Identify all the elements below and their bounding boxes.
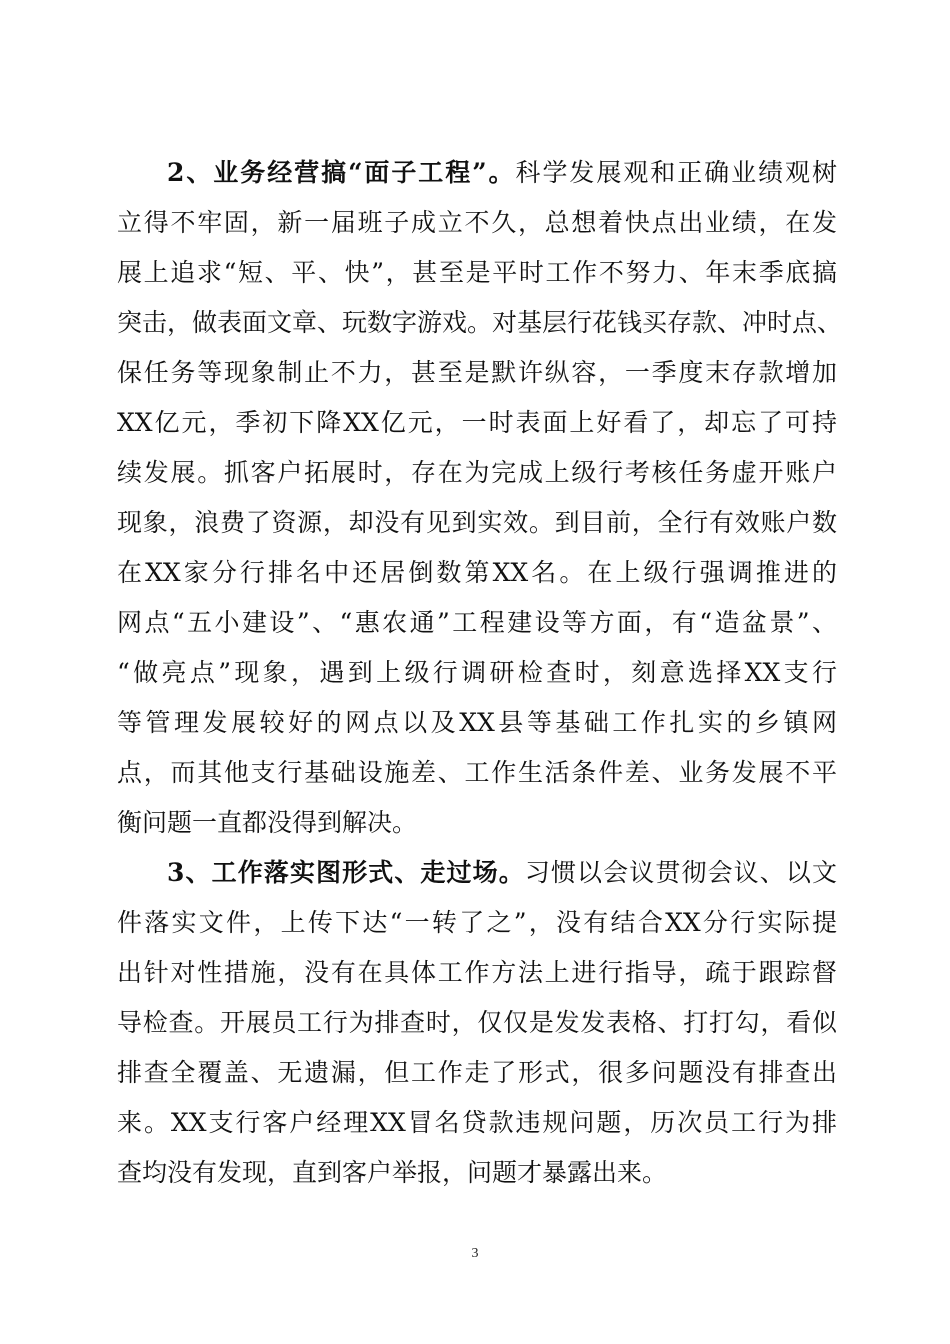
paragraph-line: 展上追求“短、平、快”，甚至是平时工作不努力、年末季底搞	[117, 258, 837, 287]
paragraph-line: “做亮点”现象，遇到上级行调研检查时，刻意选择XX支行	[117, 658, 837, 687]
paragraph-line: 衡问题一直都没得到解决。	[117, 808, 418, 837]
paragraph-line: 突击，做表面文章、玩数字游戏。对基层行花钱买存款、冲时点、	[117, 308, 843, 337]
paragraph-line: 保任务等现象制止不力，甚至是默许纵容，一季度末存款增加	[117, 358, 837, 387]
paragraph-line: 立得不牢固，新一届班子成立不久，总想着快点出业绩，在发	[117, 208, 837, 237]
paragraph-line	[117, 848, 837, 898]
paragraph-line: 排查全覆盖、无遗漏，但工作走了形式，很多问题没有排查出	[117, 1058, 837, 1087]
paragraph-line: 网点“五小建设”、“惠农通”工程建设等方面，有“造盆景”、	[117, 608, 837, 637]
paragraph-text: 习惯以会议贯彻会议、以文	[524, 858, 837, 887]
paragraph-3	[117, 848, 837, 1198]
paragraph-line: 点，而其他支行基础设施差、工作生活条件差、业务发展不平	[117, 758, 837, 787]
paragraph-line: 件落实文件，上传下达“一转了之”，没有结合XX分行实际提	[117, 908, 837, 937]
paragraph-heading: 3、工作落实图形式、走过场。	[167, 858, 525, 887]
paragraph-line: 在XX家分行排名中还居倒数第XX名。在上级行强调推进的	[117, 558, 837, 587]
paragraph-line: 现象，浪费了资源，却没有见到实效。到目前，全行有效账户数	[117, 508, 837, 537]
document-body	[117, 148, 843, 1198]
paragraph-line: 导检查。开展员工行为排查时，仅仅是发发表格、打打勾，看似	[117, 1008, 837, 1037]
paragraph-line: 来。XX支行客户经理XX冒名贷款违规问题，历次员工行为排	[117, 1108, 837, 1137]
paragraph-line: 等管理发展较好的网点以及XX县等基础工作扎实的乡镇网	[117, 708, 837, 737]
page-number: 3	[471, 1246, 479, 1261]
paragraph-line	[117, 148, 837, 198]
paragraph-2	[117, 148, 843, 848]
paragraph-line: 续发展。抓客户拓展时，存在为完成上级行考核任务虚开账户	[117, 458, 837, 487]
paragraph-line: 查均没有发现，直到客户举报，问题才暴露出来。	[117, 1158, 668, 1187]
paragraph-text: 科学发展观和正确业绩观树	[515, 158, 837, 187]
paragraph-line: 出针对性措施，没有在具体工作方法上进行指导，疏于跟踪督	[117, 958, 837, 987]
paragraph-line: XX亿元，季初下降XX亿元，一时表面上好看了，却忘了可持	[117, 408, 837, 437]
paragraph-heading: 2、业务经营搞“面子工程”。	[167, 158, 516, 187]
